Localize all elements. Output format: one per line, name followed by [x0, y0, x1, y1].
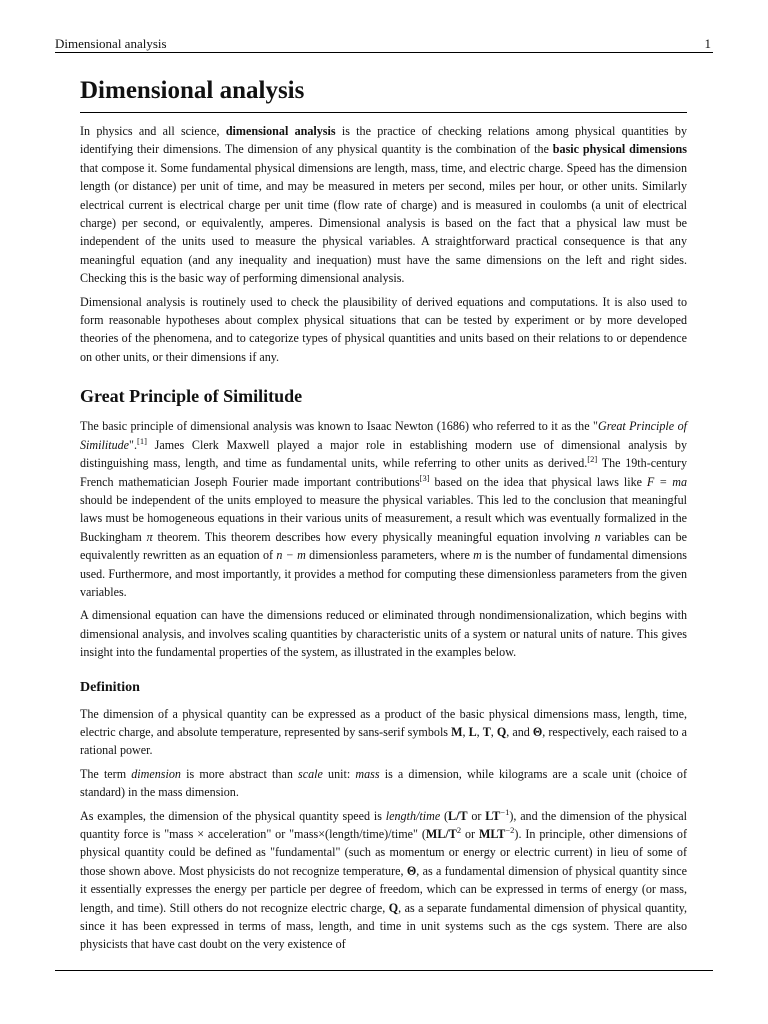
- definition-paragraph-3: As examples, the dimension of the physical quantity speed is length/time (L/T or $LT^{-1}$), and the dimension of the physical quantity force is "mass × acceleration" or "mass×(length/time)/time" ($ML/T^2$ or $MLT^{-2}$). In principle, other dimensions of physical quantity could be defined as "fundamental" (such as momentum or energy or electric current) in lieu of some of those shown above. Most physicists do not recognize temperature, Θ, as a fundamental dimension of physical quantity since it essentially expresses the energy per particle per degree of freedom, which can be expressed in terms of energy (or mass, length, and time). Still others do not recognize electric charge, Q, as a separate fundamental dimension of physical quantity, since it has been expressed in terms of mass, length, and time in unit systems such as the cgs system. There are also physicists that have cast doubt on the very existence of: [80, 806, 688, 952]
- intro-paragraph-2: Dimensional analysis is routinely used to check the plausibility of derived equations and computations. It is also used to form reasonable hypotheses about complex physical situations that can be tested by experiment or by more developed theories of the phenomena, and to categorize types of physical quantities and units based on their relations to or dependence on other units, or their dimensions if any.: [80, 294, 687, 364]
- running-header: [55, 36, 713, 53]
- similitude-paragraph-2: A dimensional equation can have the dimensions reduced or eliminated through nondimensionalization, which begins with dimensional analysis, and involves scaling quantities by characteristic units of a system or natural units of nature. This gives insight into the fundamental properties of the system, as illustrated in the examples below.: [80, 608, 687, 660]
- citation-ref-2[interactable]: [2]: [587, 454, 598, 465]
- definition-paragraph-2: The term dimension is more abstract than scale unit: mass is a dimension, while kilograms are a scale unit (choice of standard) in the mass dimension.: [80, 766, 687, 800]
- article-body: [80, 70, 687, 959]
- citation-ref-3[interactable]: [3]: [419, 472, 430, 483]
- formula-f-ma: F = ma: [646, 474, 687, 489]
- running-title: Dimensional analysis: [55, 36, 167, 51]
- citation-ref-1[interactable]: [1]: [137, 435, 147, 446]
- definition-paragraph-1: The dimension of a physical quantity can be expressed as a product of the basic physical dimensions mass, length, time, electric charge, and absolute temperature, represented by sans-serif symbols M, L, T, Q, and Θ, respectively, each raised to a rational power.: [80, 706, 688, 758]
- section-heading-similitude: Great Principle of Similitude: [80, 386, 303, 407]
- section-heading-definition: Definition: [80, 679, 140, 695]
- similitude-paragraph-1: The basic principle of dimensional analysis was known to Isaac Newton (1686) who referred to it as the "Great Principle of Similitude".[1] James Clerk Maxwell played a major role in establishing modern use of dimensional analysis by distinguishing mass, length, and time as fundamental units, while referring to other units as derived.[2] The 19th-century French mathematician Joseph Fourier made important contributions[3] based on the idea that physical laws like F = ma should be independent of the units employed to measure the physical variables. This led to the conclusion that meaningful laws must be homogeneous equations in their various units of measurement, a result which was eventually formalized in the Buckingham π theorem. This theorem describes how every physically meaningful equation involving n variables can be equivalently rewritten as an equation of n − m dimensionless parameters, where m is the number of fundamental dimensions used. Furthermore, and most importantly, it provides a method for computing these dimensionless parameters from the given variables.: [80, 419, 687, 599]
- footer-rule: [55, 970, 713, 971]
- page-number: 1: [704, 36, 711, 51]
- article-title: Dimensional analysis: [80, 76, 687, 113]
- intro-paragraph-1: In physics and all science, dimensional analysis is the practice of checking relations among physical quantities by identifying their dimensions. The dimension of any physical quantity is the combination of the basic physical dimensions that compose it. Some fundamental physical dimensions are length, mass, time, and electric charge. Speed has the dimension length (or distance) per unit of time, and may be measured in meters per second, miles per hour, or other units. Similarly electrical current is electrical charge per unit time (flow rate of charge) and is measured in coulombs (a unit of electrical charge) per second, or equivalently, amperes. Dimensional analysis is based on the fact that a physical law must be independent of the units used to measure the physical variables. A straightforward practical consequence is that any meaningful equation (and any inequality and inequation) must have the same dimensions on the left and right sides. Checking this is the basic way of performing dimensional analysis.: [80, 124, 687, 286]
